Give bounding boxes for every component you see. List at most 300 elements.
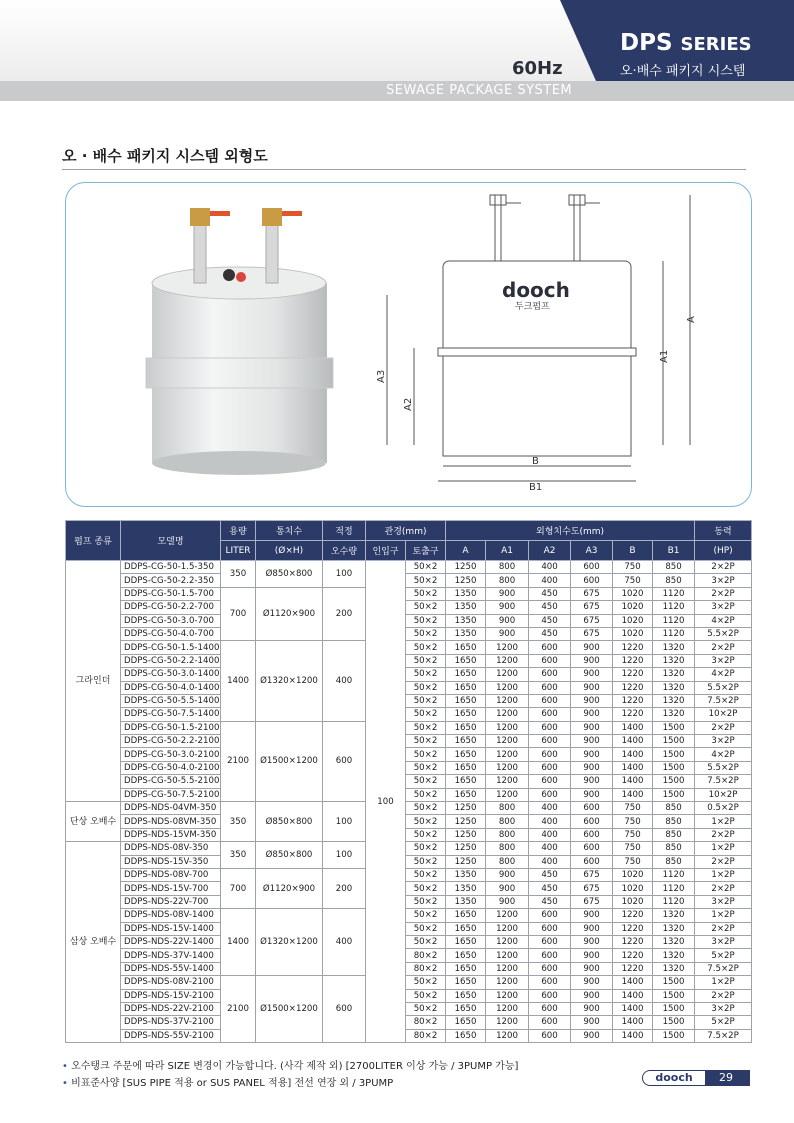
a2-cell: 450 bbox=[529, 895, 571, 908]
a3-cell: 675 bbox=[571, 868, 613, 881]
a-cell: 1650 bbox=[446, 976, 486, 989]
table-row bbox=[66, 694, 752, 707]
capacity-cell: 700 bbox=[221, 587, 256, 641]
table-row bbox=[66, 842, 752, 855]
table-row bbox=[66, 614, 752, 627]
dim-label-b1: B1 bbox=[529, 482, 543, 493]
table-row bbox=[66, 828, 752, 841]
b1-cell: 1120 bbox=[653, 868, 695, 881]
a2-cell: 400 bbox=[529, 561, 571, 574]
a-cell: 1650 bbox=[446, 1016, 486, 1029]
a3-cell: 900 bbox=[571, 1016, 613, 1029]
spec-table bbox=[65, 520, 752, 1043]
outlet-cell: 50×2 bbox=[406, 775, 446, 788]
b1-cell: 1320 bbox=[653, 949, 695, 962]
a-cell: 1350 bbox=[446, 627, 486, 640]
power-cell: 10×2P bbox=[695, 788, 752, 801]
header-band bbox=[0, 0, 794, 101]
b1-cell: 1120 bbox=[653, 614, 695, 627]
power-cell: 5.5×2P bbox=[695, 761, 752, 774]
a3-cell: 900 bbox=[571, 761, 613, 774]
b-cell: 1020 bbox=[613, 614, 653, 627]
pump-category: 그라인더 bbox=[66, 561, 121, 802]
outlet-cell: 50×2 bbox=[406, 842, 446, 855]
inlet-cell: 100 bbox=[366, 561, 406, 1043]
th-b1: B1 bbox=[653, 541, 695, 561]
a-cell: 1650 bbox=[446, 668, 486, 681]
a3-cell: 900 bbox=[571, 935, 613, 948]
a-cell: 1650 bbox=[446, 909, 486, 922]
b1-cell: 1500 bbox=[653, 721, 695, 734]
model-name: DDPS-NDS-15V-700 bbox=[121, 882, 221, 895]
a3-cell: 900 bbox=[571, 708, 613, 721]
a3-cell: 675 bbox=[571, 601, 613, 614]
sewage-cell: 600 bbox=[323, 721, 366, 801]
series-title bbox=[620, 30, 752, 56]
model-name: DDPS-CG-50-1.5-1400 bbox=[121, 641, 221, 654]
b-cell: 1220 bbox=[613, 922, 653, 935]
b1-cell: 850 bbox=[653, 855, 695, 868]
model-name: DDPS-CG-50-1.5-350 bbox=[121, 561, 221, 574]
outlet-cell: 50×2 bbox=[406, 815, 446, 828]
a3-cell: 900 bbox=[571, 1029, 613, 1042]
outlet-cell: 50×2 bbox=[406, 735, 446, 748]
dim-label-a: A bbox=[686, 316, 697, 323]
power-cell: 10×2P bbox=[695, 708, 752, 721]
a1-cell: 1200 bbox=[486, 654, 529, 667]
capacity-cell: 2100 bbox=[221, 976, 256, 1043]
th-pipe: 관경(mm) bbox=[366, 521, 446, 541]
a3-cell: 900 bbox=[571, 775, 613, 788]
body-size-cell: Ø1120×900 bbox=[256, 587, 323, 641]
a1-cell: 800 bbox=[486, 828, 529, 841]
a1-cell: 800 bbox=[486, 574, 529, 587]
b1-cell: 850 bbox=[653, 842, 695, 855]
power-cell: 4×2P bbox=[695, 668, 752, 681]
a3-cell: 900 bbox=[571, 735, 613, 748]
power-cell: 5×2P bbox=[695, 949, 752, 962]
a-cell: 1350 bbox=[446, 601, 486, 614]
power-cell: 5.5×2P bbox=[695, 681, 752, 694]
b1-cell: 1320 bbox=[653, 962, 695, 975]
outlet-cell: 50×2 bbox=[406, 976, 446, 989]
a2-cell: 600 bbox=[529, 668, 571, 681]
a-cell: 1350 bbox=[446, 868, 486, 881]
a2-cell: 600 bbox=[529, 708, 571, 721]
outlet-cell: 50×2 bbox=[406, 614, 446, 627]
power-cell: 4×2P bbox=[695, 748, 752, 761]
a1-cell: 800 bbox=[486, 561, 529, 574]
model-name: DDPS-CG-50-3.0-700 bbox=[121, 614, 221, 627]
b-cell: 1400 bbox=[613, 761, 653, 774]
b1-cell: 850 bbox=[653, 815, 695, 828]
power-cell: 2×2P bbox=[695, 922, 752, 935]
pump-category: 단상 오배수 bbox=[66, 802, 121, 842]
dim-label-a3: A3 bbox=[376, 369, 387, 383]
power-cell: 5×2P bbox=[695, 1016, 752, 1029]
a1-cell: 900 bbox=[486, 882, 529, 895]
b-cell: 750 bbox=[613, 828, 653, 841]
a3-cell: 600 bbox=[571, 828, 613, 841]
b-cell: 750 bbox=[613, 842, 653, 855]
sewage-cell: 200 bbox=[323, 587, 366, 641]
outlet-cell: 50×2 bbox=[406, 574, 446, 587]
b-cell: 1220 bbox=[613, 949, 653, 962]
table-row bbox=[66, 962, 752, 975]
a-cell: 1250 bbox=[446, 842, 486, 855]
a-cell: 1250 bbox=[446, 828, 486, 841]
a1-cell: 1200 bbox=[486, 976, 529, 989]
english-title: SEWAGE PACKAGE SYSTEM bbox=[386, 83, 573, 98]
a1-cell: 1200 bbox=[486, 788, 529, 801]
th-a: A bbox=[446, 541, 486, 561]
power-cell: 2×2P bbox=[695, 587, 752, 600]
a2-cell: 600 bbox=[529, 909, 571, 922]
power-cell: 7.5×2P bbox=[695, 962, 752, 975]
outlet-cell: 50×2 bbox=[406, 989, 446, 1002]
a1-cell: 900 bbox=[486, 601, 529, 614]
b1-cell: 1320 bbox=[653, 641, 695, 654]
a1-cell: 1200 bbox=[486, 1029, 529, 1042]
a-cell: 1250 bbox=[446, 561, 486, 574]
a3-cell: 900 bbox=[571, 989, 613, 1002]
a1-cell: 900 bbox=[486, 895, 529, 908]
a1-cell: 1200 bbox=[486, 922, 529, 935]
model-name: DDPS-CG-50-2.2-700 bbox=[121, 601, 221, 614]
outlet-cell: 50×2 bbox=[406, 802, 446, 815]
a3-cell: 900 bbox=[571, 694, 613, 707]
a1-cell: 1200 bbox=[486, 909, 529, 922]
th-a2: A2 bbox=[529, 541, 571, 561]
a1-cell: 1200 bbox=[486, 962, 529, 975]
sewage-cell: 100 bbox=[323, 842, 366, 869]
a3-cell: 600 bbox=[571, 574, 613, 587]
b-cell: 1400 bbox=[613, 1002, 653, 1015]
b-cell: 1020 bbox=[613, 601, 653, 614]
table-row bbox=[66, 788, 752, 801]
th-power-unit: (HP) bbox=[695, 541, 752, 561]
model-name: DDPS-NDS-22V-1400 bbox=[121, 935, 221, 948]
a3-cell: 675 bbox=[571, 895, 613, 908]
note-item: • 비표준사양 [SUS PIPE 적용 or SUS PANEL 적용] 전선 연장 외 / 3PUMP bbox=[62, 1078, 394, 1089]
power-cell: 3×2P bbox=[695, 895, 752, 908]
table-row bbox=[66, 708, 752, 721]
a2-cell: 450 bbox=[529, 587, 571, 600]
table-row bbox=[66, 935, 752, 948]
model-name: DDPS-NDS-08VM-350 bbox=[121, 815, 221, 828]
capacity-cell: 2100 bbox=[221, 721, 256, 801]
dim-label-a1: A1 bbox=[659, 349, 670, 363]
power-cell: 1×2P bbox=[695, 815, 752, 828]
figure-frame bbox=[65, 182, 752, 507]
b1-cell: 850 bbox=[653, 574, 695, 587]
a-cell: 1250 bbox=[446, 802, 486, 815]
sewage-cell: 100 bbox=[323, 561, 366, 588]
a1-cell: 1200 bbox=[486, 641, 529, 654]
table-row bbox=[66, 561, 752, 574]
a-cell: 1650 bbox=[446, 1002, 486, 1015]
a1-cell: 800 bbox=[486, 842, 529, 855]
sewage-cell: 100 bbox=[323, 802, 366, 842]
a2-cell: 400 bbox=[529, 855, 571, 868]
a3-cell: 675 bbox=[571, 587, 613, 600]
a1-cell: 1200 bbox=[486, 735, 529, 748]
power-cell: 2×2P bbox=[695, 989, 752, 1002]
outlet-cell: 80×2 bbox=[406, 949, 446, 962]
b1-cell: 1320 bbox=[653, 694, 695, 707]
model-name: DDPS-CG-50-3.0-1400 bbox=[121, 668, 221, 681]
b-cell: 1220 bbox=[613, 668, 653, 681]
model-name: DDPS-CG-50-2.2-1400 bbox=[121, 654, 221, 667]
a2-cell: 450 bbox=[529, 601, 571, 614]
power-cell: 1×2P bbox=[695, 842, 752, 855]
a2-cell: 600 bbox=[529, 922, 571, 935]
section-title: 오 · 배수 패키지 시스템 외형도 bbox=[62, 147, 268, 165]
b1-cell: 1120 bbox=[653, 882, 695, 895]
b-cell: 750 bbox=[613, 574, 653, 587]
a-cell: 1650 bbox=[446, 748, 486, 761]
a2-cell: 450 bbox=[529, 627, 571, 640]
table-row bbox=[66, 775, 752, 788]
model-name: DDPS-CG-50-3.0-2100 bbox=[121, 748, 221, 761]
table-row bbox=[66, 989, 752, 1002]
b-cell: 1400 bbox=[613, 788, 653, 801]
outlet-cell: 80×2 bbox=[406, 1016, 446, 1029]
table-row bbox=[66, 922, 752, 935]
b-cell: 1220 bbox=[613, 935, 653, 948]
table-row bbox=[66, 735, 752, 748]
model-name: DDPS-CG-50-4.0-2100 bbox=[121, 761, 221, 774]
table-row bbox=[66, 868, 752, 881]
model-name: DDPS-NDS-04VM-350 bbox=[121, 802, 221, 815]
a1-cell: 900 bbox=[486, 587, 529, 600]
a-cell: 1650 bbox=[446, 775, 486, 788]
outlet-cell: 50×2 bbox=[406, 935, 446, 948]
th-inlet: 인입구 bbox=[366, 541, 406, 561]
a3-cell: 900 bbox=[571, 641, 613, 654]
dim-label-a2: A2 bbox=[403, 397, 414, 411]
th-sewage2: 오수량 bbox=[323, 541, 366, 561]
th-dims: 외형치수도(mm) bbox=[446, 521, 695, 541]
a2-cell: 600 bbox=[529, 989, 571, 1002]
table-row bbox=[66, 1029, 752, 1042]
a2-cell: 600 bbox=[529, 962, 571, 975]
th-capacity: 용량 bbox=[221, 521, 256, 541]
a2-cell: 600 bbox=[529, 748, 571, 761]
power-cell: 5.5×2P bbox=[695, 627, 752, 640]
model-name: DDPS-CG-50-5.5-1400 bbox=[121, 694, 221, 707]
a-cell: 1650 bbox=[446, 708, 486, 721]
b1-cell: 1500 bbox=[653, 1016, 695, 1029]
model-name: DDPS-CG-50-4.0-1400 bbox=[121, 681, 221, 694]
b-cell: 1220 bbox=[613, 962, 653, 975]
power-cell: 0.5×2P bbox=[695, 802, 752, 815]
b1-cell: 1320 bbox=[653, 708, 695, 721]
a1-cell: 1200 bbox=[486, 694, 529, 707]
a3-cell: 600 bbox=[571, 815, 613, 828]
th-pump-type: 펌프 종류 bbox=[66, 521, 121, 561]
outlet-cell: 50×2 bbox=[406, 668, 446, 681]
a1-cell: 1200 bbox=[486, 1016, 529, 1029]
a1-cell: 1200 bbox=[486, 949, 529, 962]
outlet-cell: 50×2 bbox=[406, 748, 446, 761]
b1-cell: 1500 bbox=[653, 735, 695, 748]
a3-cell: 675 bbox=[571, 627, 613, 640]
b1-cell: 1320 bbox=[653, 922, 695, 935]
b1-cell: 1500 bbox=[653, 775, 695, 788]
a2-cell: 600 bbox=[529, 1016, 571, 1029]
a2-cell: 600 bbox=[529, 949, 571, 962]
note-item: • 오수탱크 주문에 따라 SIZE 변경이 가능합니다. (사각 제작 외) [2700LITER 이상 가능 / 3PUMP 가능] bbox=[62, 1061, 519, 1072]
power-cell: 1×2P bbox=[695, 909, 752, 922]
a1-cell: 1200 bbox=[486, 935, 529, 948]
b-cell: 750 bbox=[613, 561, 653, 574]
b1-cell: 1320 bbox=[653, 654, 695, 667]
b1-cell: 1320 bbox=[653, 681, 695, 694]
a2-cell: 450 bbox=[529, 868, 571, 881]
body-size-cell: Ø850×800 bbox=[256, 561, 323, 588]
sewage-cell: 400 bbox=[323, 641, 366, 721]
a1-cell: 900 bbox=[486, 627, 529, 640]
a3-cell: 600 bbox=[571, 842, 613, 855]
a-cell: 1350 bbox=[446, 587, 486, 600]
power-cell: 2×2P bbox=[695, 882, 752, 895]
b-cell: 1400 bbox=[613, 748, 653, 761]
outlet-cell: 50×2 bbox=[406, 909, 446, 922]
outlet-cell: 80×2 bbox=[406, 962, 446, 975]
table-row bbox=[66, 668, 752, 681]
table-row bbox=[66, 654, 752, 667]
power-cell: 1×2P bbox=[695, 868, 752, 881]
a-cell: 1650 bbox=[446, 922, 486, 935]
b-cell: 750 bbox=[613, 802, 653, 815]
tank-photo bbox=[146, 208, 333, 475]
a2-cell: 600 bbox=[529, 641, 571, 654]
a-cell: 1350 bbox=[446, 895, 486, 908]
capacity-cell: 350 bbox=[221, 561, 256, 588]
a2-cell: 600 bbox=[529, 1029, 571, 1042]
model-name: DDPS-NDS-55V-2100 bbox=[121, 1029, 221, 1042]
b1-cell: 1120 bbox=[653, 601, 695, 614]
a3-cell: 675 bbox=[571, 882, 613, 895]
sewage-cell: 200 bbox=[323, 868, 366, 908]
outlet-cell: 50×2 bbox=[406, 708, 446, 721]
outlet-cell: 50×2 bbox=[406, 895, 446, 908]
table-row bbox=[66, 855, 752, 868]
b-cell: 1400 bbox=[613, 989, 653, 1002]
a1-cell: 1200 bbox=[486, 681, 529, 694]
a2-cell: 600 bbox=[529, 721, 571, 734]
model-name: DDPS-CG-50-2.2-350 bbox=[121, 574, 221, 587]
a-cell: 1650 bbox=[446, 721, 486, 734]
table-row bbox=[66, 627, 752, 640]
drawing-logo: dooch bbox=[502, 278, 570, 302]
b1-cell: 1120 bbox=[653, 895, 695, 908]
model-name: DDPS-NDS-22V-2100 bbox=[121, 1002, 221, 1015]
drawing-logo-korean: 두크펌프 bbox=[515, 302, 550, 312]
a1-cell: 1200 bbox=[486, 761, 529, 774]
model-name: DDPS-CG-50-7.5-2100 bbox=[121, 788, 221, 801]
outlet-cell: 50×2 bbox=[406, 868, 446, 881]
b1-cell: 1500 bbox=[653, 761, 695, 774]
a2-cell: 600 bbox=[529, 654, 571, 667]
b1-cell: 850 bbox=[653, 561, 695, 574]
a2-cell: 400 bbox=[529, 802, 571, 815]
b1-cell: 1500 bbox=[653, 788, 695, 801]
a-cell: 1650 bbox=[446, 654, 486, 667]
capacity-cell: 350 bbox=[221, 842, 256, 869]
power-cell: 7.5×2P bbox=[695, 694, 752, 707]
a3-cell: 900 bbox=[571, 922, 613, 935]
a3-cell: 900 bbox=[571, 909, 613, 922]
a3-cell: 900 bbox=[571, 681, 613, 694]
a2-cell: 450 bbox=[529, 614, 571, 627]
dim-label-b: B bbox=[532, 456, 539, 467]
b1-cell: 1120 bbox=[653, 587, 695, 600]
model-name: DDPS-NDS-08V-700 bbox=[121, 868, 221, 881]
b-cell: 750 bbox=[613, 815, 653, 828]
capacity-cell: 1400 bbox=[221, 909, 256, 976]
outlet-cell: 50×2 bbox=[406, 855, 446, 868]
b-cell: 1400 bbox=[613, 1029, 653, 1042]
b-cell: 1400 bbox=[613, 775, 653, 788]
b-cell: 1020 bbox=[613, 587, 653, 600]
section-divider bbox=[62, 169, 746, 170]
body-size-cell: Ø1320×1200 bbox=[256, 641, 323, 721]
series-main: DPS bbox=[620, 30, 673, 56]
a-cell: 1250 bbox=[446, 574, 486, 587]
a1-cell: 1200 bbox=[486, 1002, 529, 1015]
power-cell: 2×2P bbox=[695, 721, 752, 734]
a3-cell: 900 bbox=[571, 1002, 613, 1015]
a-cell: 1650 bbox=[446, 761, 486, 774]
b1-cell: 1500 bbox=[653, 748, 695, 761]
capacity-cell: 350 bbox=[221, 802, 256, 842]
th-body: 통치수 bbox=[256, 521, 323, 541]
b-cell: 1220 bbox=[613, 909, 653, 922]
th-b: B bbox=[613, 541, 653, 561]
footer-logo: dooch bbox=[642, 1070, 706, 1086]
a2-cell: 400 bbox=[529, 842, 571, 855]
a2-cell: 400 bbox=[529, 574, 571, 587]
a3-cell: 900 bbox=[571, 949, 613, 962]
model-name: DDPS-CG-50-4.0-700 bbox=[121, 627, 221, 640]
a-cell: 1650 bbox=[446, 962, 486, 975]
a-cell: 1350 bbox=[446, 882, 486, 895]
model-name: DDPS-NDS-08V-350 bbox=[121, 842, 221, 855]
th-sewage: 적정 bbox=[323, 521, 366, 541]
tank-drawing bbox=[387, 195, 690, 481]
outlet-cell: 50×2 bbox=[406, 922, 446, 935]
th-outlet: 토출구 bbox=[406, 541, 446, 561]
table-row bbox=[66, 882, 752, 895]
a1-cell: 800 bbox=[486, 802, 529, 815]
b1-cell: 1500 bbox=[653, 1029, 695, 1042]
a2-cell: 600 bbox=[529, 775, 571, 788]
capacity-cell: 1400 bbox=[221, 641, 256, 721]
power-cell: 7.5×2P bbox=[695, 775, 752, 788]
a-cell: 1350 bbox=[446, 614, 486, 627]
table-row bbox=[66, 641, 752, 654]
table-row bbox=[66, 802, 752, 815]
power-cell: 2×2P bbox=[695, 641, 752, 654]
a2-cell: 450 bbox=[529, 882, 571, 895]
model-name: DDPS-CG-50-1.5-2100 bbox=[121, 721, 221, 734]
a2-cell: 600 bbox=[529, 681, 571, 694]
a2-cell: 600 bbox=[529, 735, 571, 748]
body-size-cell: Ø1320×1200 bbox=[256, 909, 323, 976]
b1-cell: 850 bbox=[653, 802, 695, 815]
